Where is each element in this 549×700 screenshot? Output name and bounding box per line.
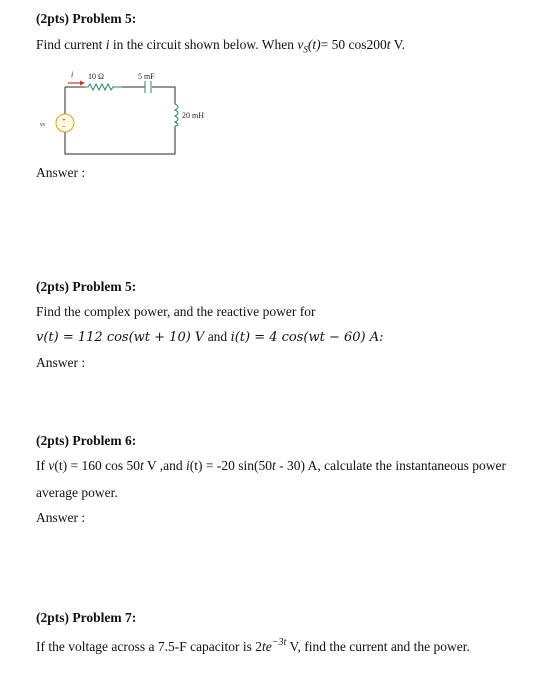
- current-arrow-head: [80, 81, 85, 86]
- source-minus: −: [62, 123, 66, 131]
- problem-1-answer: Answer :: [36, 165, 86, 180]
- resistor: [85, 84, 122, 90]
- problem-1-var-v: $v_S(t)$: [297, 37, 321, 55]
- circuit-diagram: [30, 66, 230, 166]
- problem-4-title: (2pts) Problem 7:: [36, 610, 137, 625]
- problem-1-question: [36, 37, 405, 55]
- problem-2-answer: Answer :: [36, 355, 86, 370]
- problem-1-title: (2pts) Problem 5:: [36, 11, 137, 26]
- problem-2-question: Find the complex power, and the reactive power for: [36, 304, 316, 319]
- current-label: i: [71, 70, 74, 79]
- problem-4-question: If the voltage across a 7.5-F capacitor is $2te^{-3t}$ V, find the current and the power.: [36, 637, 470, 654]
- wire-right-top: [152, 87, 175, 104]
- source-plus: +: [62, 116, 66, 124]
- problem-3-answer: Answer :: [36, 510, 86, 525]
- problem-1-text-b: in the circuit shown below. When: [112, 37, 294, 52]
- problem-3-question-line2: average power.: [36, 485, 118, 500]
- problem-1-var-t: t: [386, 37, 391, 52]
- problem-1-text-a: Find current: [36, 37, 103, 52]
- problem-3-question-line1: If v(t) = 160 cos 50t V ,and i(t) = -20 sin(50t - 30) A, calculate the instantaneous power: [36, 458, 506, 473]
- problem-1-var-i: i: [105, 37, 110, 52]
- wire-bottom: [65, 126, 175, 154]
- resistor-label: 10 Ω: [88, 72, 104, 81]
- inductor: [175, 104, 178, 126]
- problem-2-voltage-eq: v(t) = 112 cos(wt + 10) V: [36, 330, 205, 345]
- problem-2-and: and: [207, 329, 228, 344]
- capacitor-label: 5 mF: [138, 72, 155, 81]
- source-label: vs: [40, 122, 45, 128]
- inductor-label: 20 mH: [182, 111, 204, 120]
- problem-1-text-c: = 50 cos200: [320, 37, 387, 52]
- problem-2-title: (2pts) Problem 5:: [36, 279, 137, 294]
- problem-2-current-eq: i(t) = 4 cos(wt − 60) A:: [230, 330, 384, 345]
- capacitor: [145, 81, 151, 93]
- problem-3-title: (2pts) Problem 6:: [36, 433, 137, 448]
- problem-2-equation: [36, 329, 384, 345]
- problem-1-text-d: V.: [393, 37, 406, 52]
